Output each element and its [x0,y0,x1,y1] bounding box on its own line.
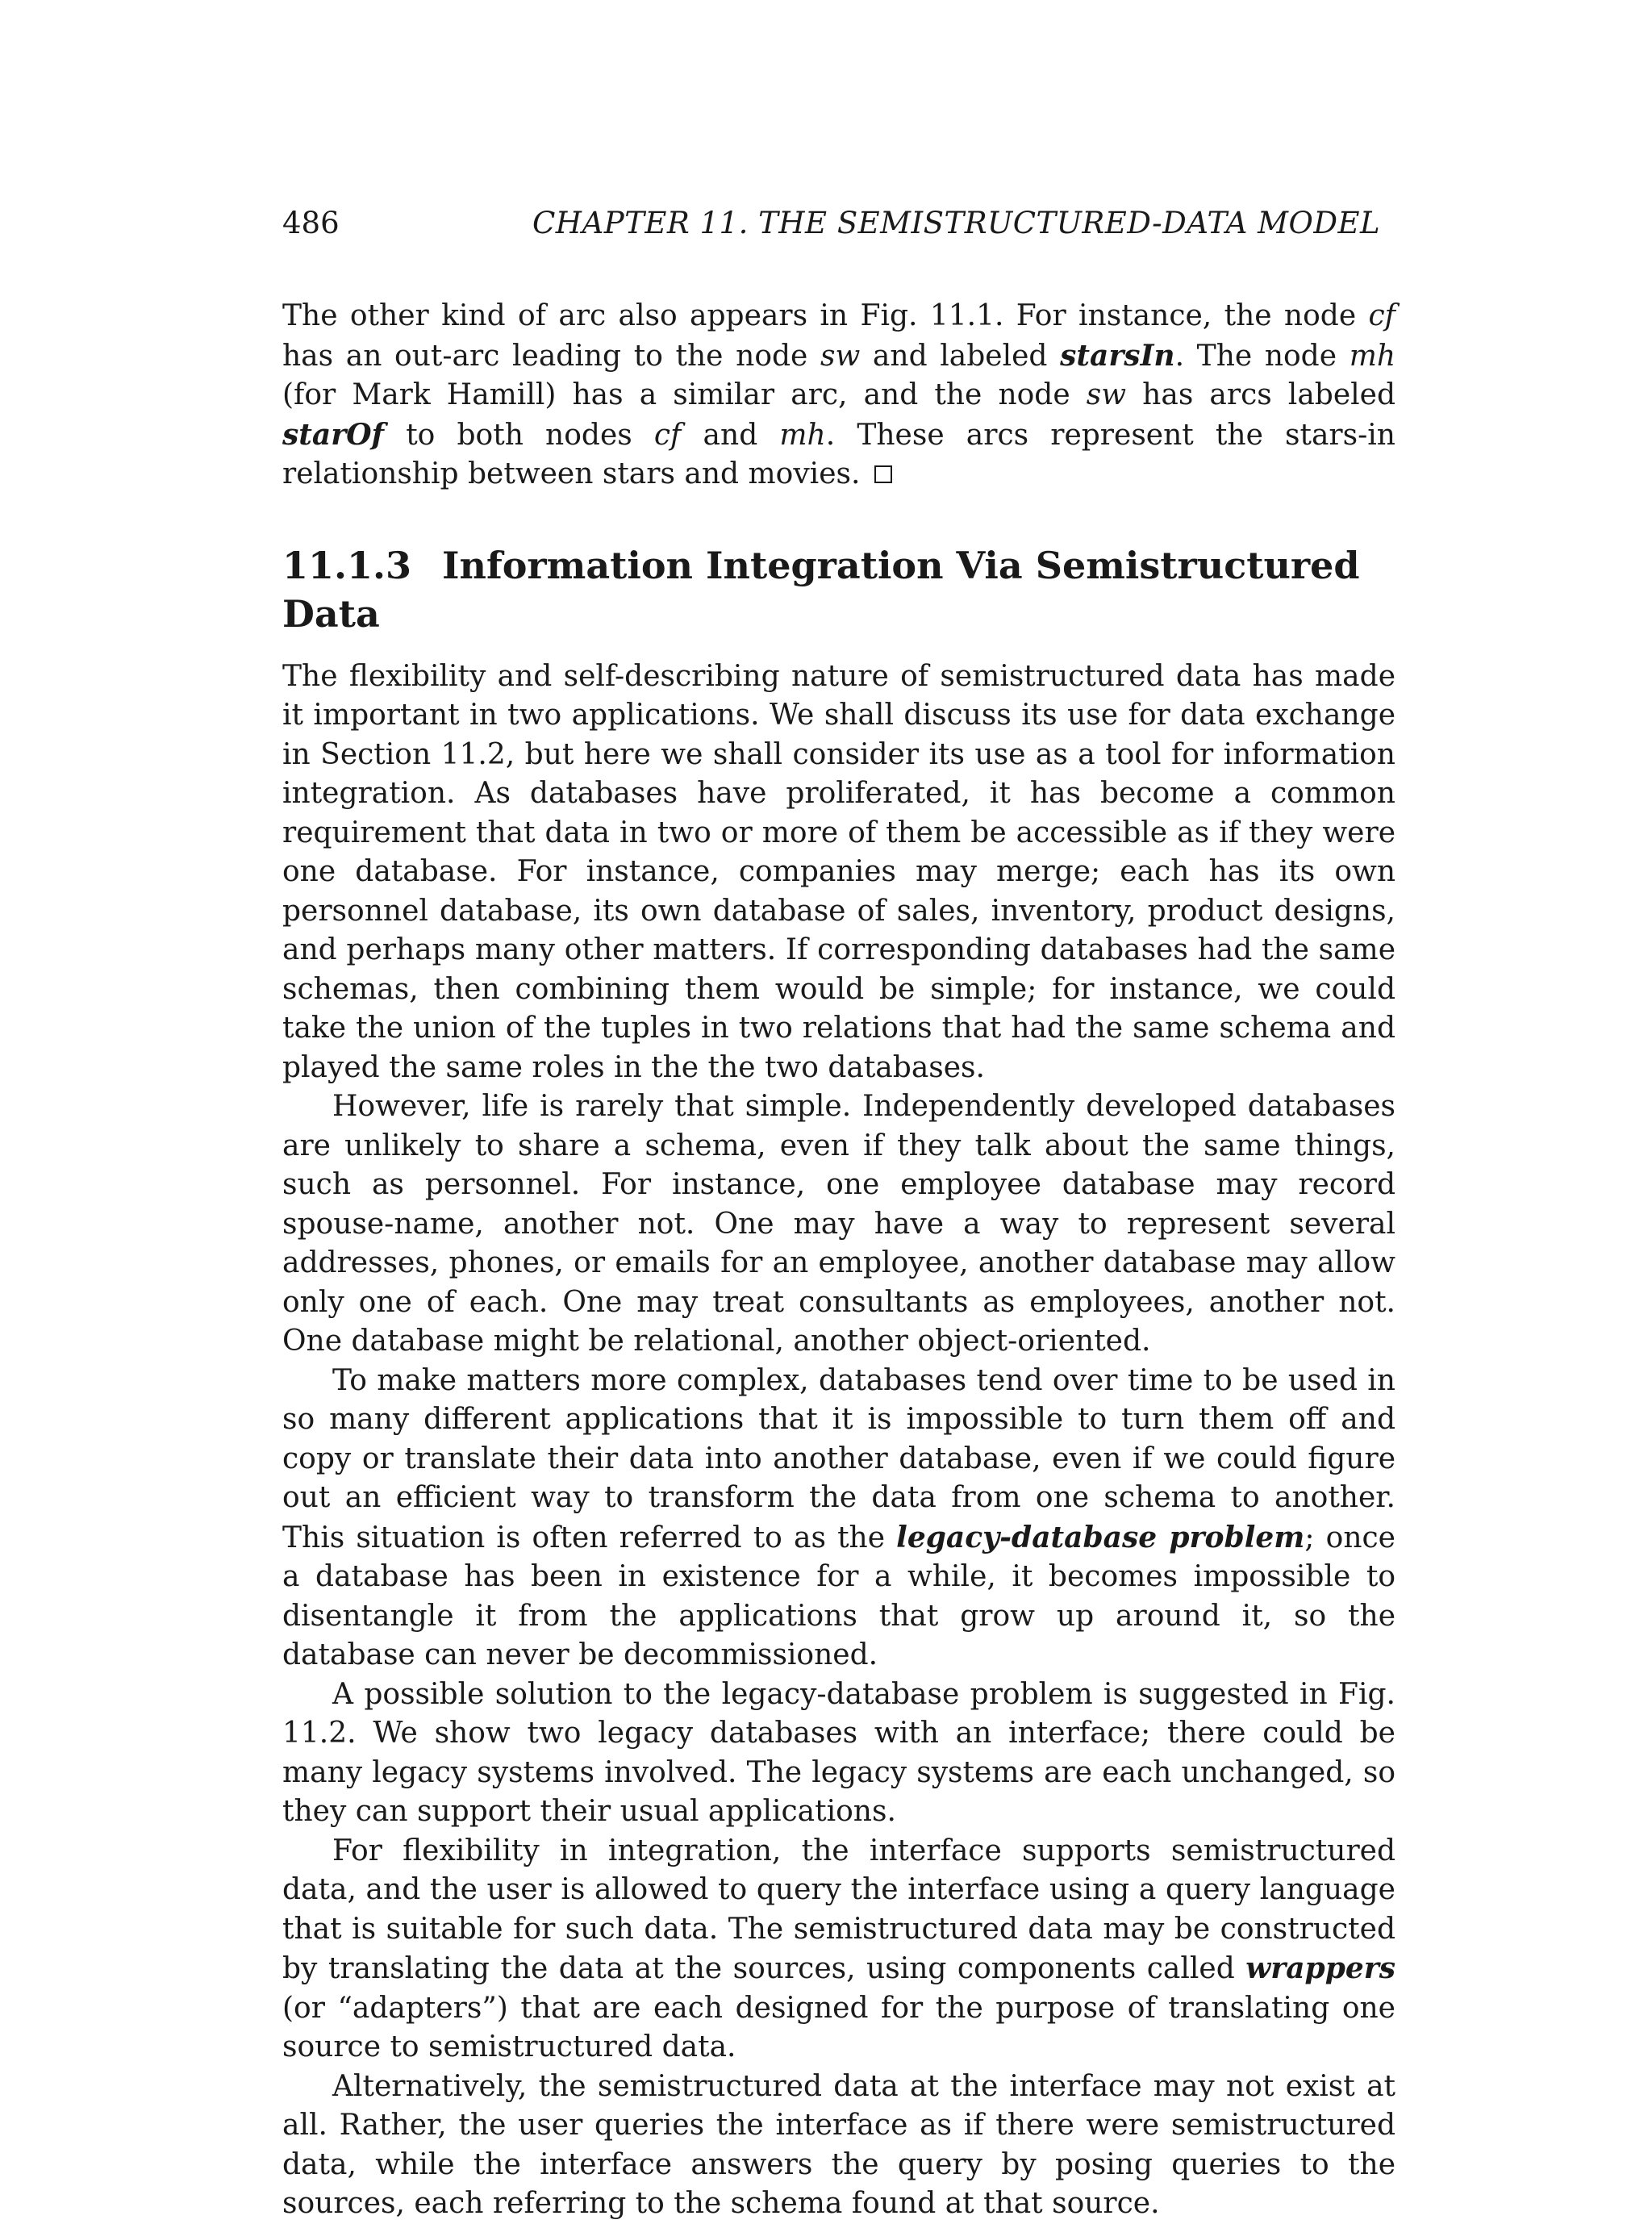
paragraph-5: For flexibility in integration, the interface supports semistructured data, and the user is allowed to query the interface using a query language that is suitable for such data. The semistructured data may be constructed by translating the data at the sources, using components called wrappers (or “adapters”) that are each designed for the purpose of translating one source to semistructured data. [282,1834,1395,2063]
wrappers-term: wrappers [1245,1951,1395,1985]
chapter-title: CHAPTER 11. THE SEMISTRUCTURED-DATA MODEL [532,206,1381,240]
book-page [282,0,1396,2220]
body-text [282,297,1395,2224]
section-title: Information Integration Via Semistructured Data [282,543,1360,636]
paragraph-1: The flexibility and self-describing nature of semistructured data has made it important in two applications. We shall discuss its use for data exchange in Section 11.2, but here we shall consider its use as a tool for information integration. As databases have proliferated, it has become a common requirement that data in two or more of them be accessible as if they were one database. For instance, companies may merge; each has its own personnel database, its own database of sales, inventory, product designs, and perhaps many other matters. If corresponding databases had the same schemas, then combining them would be simple; for instance, we could take the union of the tuples in two relations that had the same schema and played the same roles in the the two databases. [282,659,1395,1084]
intro-paragraph: The other kind of arc also appears in Fig. 11.1. For instance, the node cf has an out-arc leading to the node sw and labeled starsIn. The node mh (for Mark Hamill) has a similar arc, and the node sw has arcs labeled starOf to both nodes cf and mh. These arcs represent the stars-in relationship between stars and movies. [282,299,1396,490]
section-number: 11.1.3 [282,543,412,587]
paragraph-2: However, life is rarely that simple. Independently developed databases are unlikely to share a schema, even if they talk about the same things, such as personnel. For instance, one employee database may record spouse-name, another not. One may have a way to represent several addresses, phones, or emails for an employee, another database may allow only one of each. One may treat consultants as employees, another not. One database might be relational, another object-oriented. [282,1090,1395,1358]
running-head [282,203,1395,244]
paragraph-4: A possible solution to the legacy-database problem is suggested in Fig. 11.2. We show two legacy databases with an interface; there could be many legacy systems involved. The legacy systems are each unchanged, so they can support their usual applications. [282,1677,1395,1828]
end-of-example-icon [874,465,892,483]
legacy-database-problem-term: legacy-database problem [896,1520,1305,1554]
paragraph-3: To make matters more complex, databases tend over time to be used in so many different applications that it is impossible to turn them off and copy or translate their data into another database, even if we could figure out an efficient way to transform the data from one schema to another. This situation is often referred to as the legacy-database problem; once a database has been in existence for a while, it becomes impossible to disentangle it from the applications that grow up around it, so the database can never be decommissioned. [282,1363,1395,1671]
paragraph-6: Alternatively, the semistructured data at the interface may not exist at all. Rather, the user queries the interface as if there were semistructured data, while the interface answers the query by posing queries to the sources, each referring to the schema found at that source. [282,2069,1395,2220]
page-number: 486 [282,206,340,240]
section-heading [282,541,1395,638]
